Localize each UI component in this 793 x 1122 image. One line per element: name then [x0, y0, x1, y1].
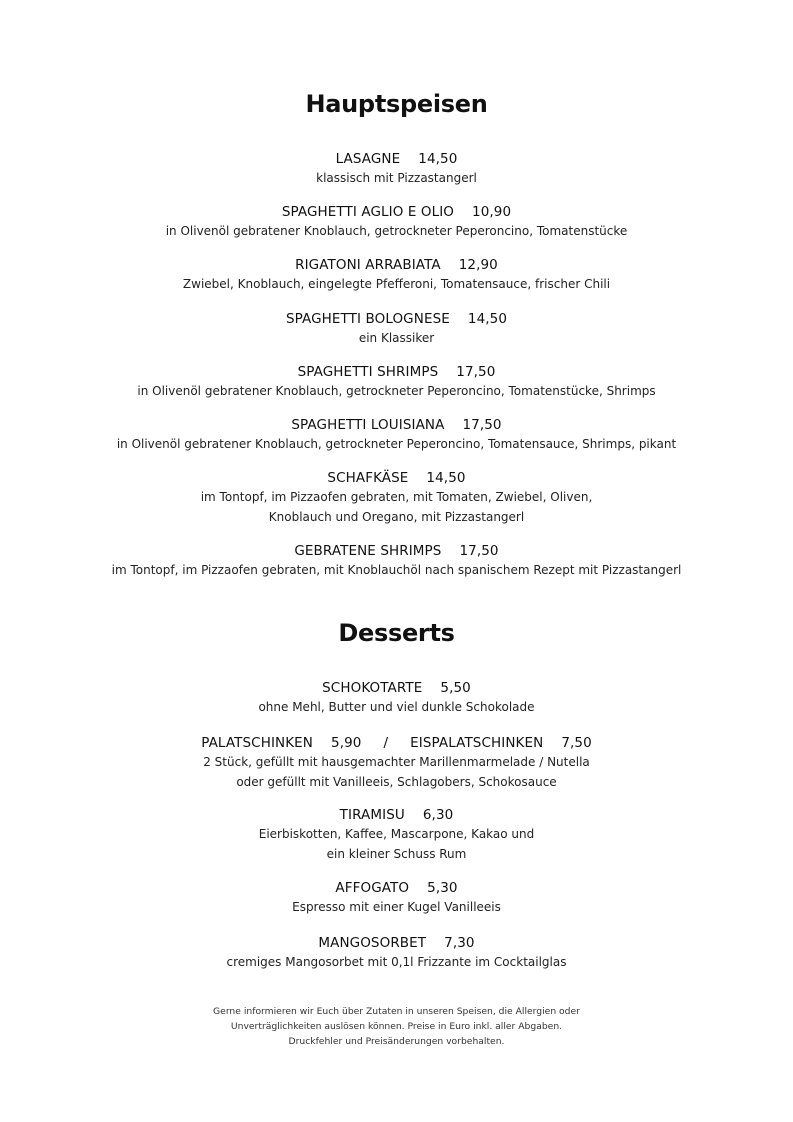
menu-item-spaghetti-aglio-e-olio [0, 203, 793, 242]
menu-item-spaghetti-louisiana [0, 416, 793, 455]
item-description: ohne Mehl, Butter und viel dunkle Schokolade [258, 700, 535, 714]
menu-item-schokotarte [0, 679, 793, 718]
footnote-line: Unverträglichkeiten auslösen können. Preise in Euro inkl. aller Abgaben. [230, 1021, 563, 1032]
item-price: 14,50 [418, 151, 458, 167]
menu-item-tiramisu [0, 806, 793, 864]
menu-item-affogato [0, 879, 793, 918]
item-heading [0, 679, 793, 697]
item-heading [0, 150, 793, 168]
item-description: in Olivenöl gebratener Knoblauch, getrockneter Peperoncino, Tomatenstücke [165, 224, 628, 238]
item-heading [0, 310, 793, 328]
item-price-secondary: 7,50 [561, 735, 592, 751]
item-price: 12,90 [458, 257, 498, 273]
item-name: GEBRATENE SHRIMPS [294, 543, 442, 559]
section-title-desserts: Desserts [338, 619, 455, 647]
item-description: in Olivenöl gebratener Knoblauch, getrockneter Peperoncino, Tomatenstücke, Shrimps [137, 384, 656, 398]
item-description: klassisch mit Pizzastangerl [316, 171, 477, 185]
footnote-line: Gerne informieren wir Euch über Zutaten in unseren Speisen, die Allergien oder [213, 1006, 580, 1017]
item-name: RIGATONI ARRABIATA [295, 257, 441, 273]
menu-item-schafkaese [0, 469, 793, 527]
menu-item-palatschinken [0, 734, 793, 792]
item-heading [0, 934, 793, 952]
item-name: SPAGHETTI AGLIO E OLIO [281, 204, 454, 220]
item-price: 7,30 [444, 935, 475, 951]
item-name: TIRAMISU [339, 807, 405, 823]
item-heading [0, 363, 793, 381]
item-heading [0, 734, 793, 752]
item-heading [0, 469, 793, 487]
item-description: oder gefüllt mit Vanilleeis, Schlagobers, Schokosauce [236, 774, 557, 789]
item-heading [0, 203, 793, 221]
item-description: cremiges Mangosorbet mit 0,1l Frizzante im Cocktailglas [226, 955, 567, 969]
item-name: AFFOGATO [335, 880, 410, 896]
menu-item-lasagne [0, 150, 793, 189]
item-name: LASAGNE [335, 151, 401, 167]
item-price: 14,50 [467, 311, 508, 327]
item-description: 2 Stück, gefüllt mit hausgemachter Marillenmarmelade / Nutella [203, 755, 590, 769]
allergen-footnote [0, 1004, 793, 1049]
item-price: 17,50 [459, 543, 499, 559]
item-heading [0, 416, 793, 434]
item-name: SPAGHETTI SHRIMPS [297, 364, 439, 380]
item-price: 17,50 [462, 417, 502, 433]
item-description: Eierbiskotten, Kaffee, Mascarpone, Kakao und [258, 827, 535, 841]
item-name-secondary: EISPALATSCHINKEN [410, 735, 544, 751]
item-heading [0, 542, 793, 560]
menu-item-rigatoni-arrabiata [0, 256, 793, 295]
item-description: im Tontopf, im Pizzaofen gebraten, mit Knoblauchöl nach spanischem Rezept mit Pizzastangerl [111, 563, 682, 577]
item-description: Knoblauch und Oregano, mit Pizzastangerl [268, 509, 525, 524]
item-name: SPAGHETTI LOUISIANA [291, 417, 445, 433]
footnote-line: Druckfehler und Preisänderungen vorbehalten. [288, 1036, 505, 1047]
item-price: 14,50 [426, 470, 466, 486]
item-price: 10,90 [472, 204, 512, 220]
item-description: ein kleiner Schuss Rum [326, 846, 467, 861]
item-description: Espresso mit einer Kugel Vanilleeis [292, 900, 501, 914]
item-heading [0, 879, 793, 897]
item-price: 5,90 [331, 735, 362, 751]
menu-item-spaghetti-shrimps [0, 363, 793, 402]
item-description: in Olivenöl gebratener Knoblauch, getrockneter Peperoncino, Tomatensauce, Shrimps, pikant [116, 437, 677, 451]
menu-item-spaghetti-bolognese [0, 310, 793, 349]
item-name: SPAGHETTI BOLOGNESE [285, 311, 450, 327]
item-description: Zwiebel, Knoblauch, eingelegte Pfefferoni, Tomatensauce, frischer Chili [182, 277, 611, 291]
item-price: 17,50 [456, 364, 496, 380]
item-heading [0, 806, 793, 824]
item-separator: / [383, 735, 389, 751]
item-description: ein Klassiker [358, 331, 435, 345]
item-name: PALATSCHINKEN [201, 735, 314, 751]
item-price: 5,50 [440, 680, 471, 696]
item-description: im Tontopf, im Pizzaofen gebraten, mit Tomaten, Zwiebel, Oliven, [200, 490, 593, 504]
item-name: SCHAFKÄSE [327, 470, 409, 486]
item-heading [0, 256, 793, 274]
item-price: 5,30 [427, 880, 458, 896]
menu-item-gebratene-shrimps [0, 542, 793, 581]
item-name: SCHOKOTARTE [322, 680, 423, 696]
item-name: MANGOSORBET [318, 935, 427, 951]
item-price: 6,30 [422, 807, 454, 823]
section-title-mains: Hauptspeisen [305, 90, 488, 118]
menu-item-mangosorbet [0, 934, 793, 973]
